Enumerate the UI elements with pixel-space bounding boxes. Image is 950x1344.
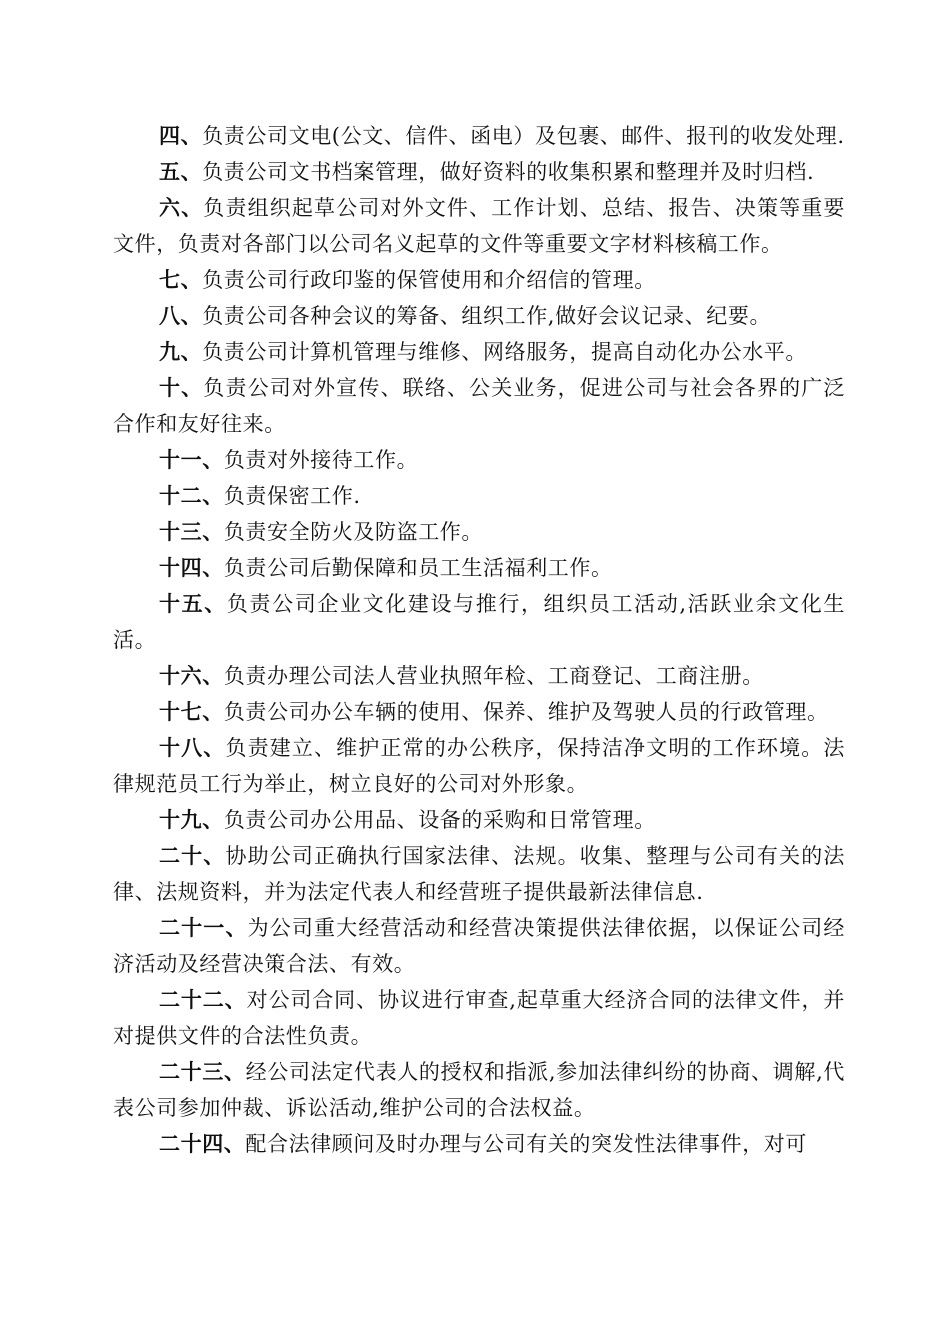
paragraph-19 (113, 802, 845, 838)
item-text: 负责公司企业文化建设与推行，组织员工活动,活跃业余文化生活。 (113, 592, 845, 652)
item-text: 负责公司计算机管理与维修、网络服务，提高自动化办公水平。 (202, 340, 808, 364)
item-number: 十六、 (159, 663, 224, 688)
item-number: 八、 (159, 303, 203, 328)
item-text: 负责组织起草公司对外文件、工作计划、总结、报告、决策等重要文件，负责对各部门以公司名义起草的文件等重要文字材料核稿工作。 (113, 196, 845, 256)
item-text: 负责建立、维护正常的办公秩序，保持洁净文明的工作环境。法律规范员工行为举止，树立良好的公司对外形象。 (113, 736, 845, 796)
paragraph-8 (113, 298, 845, 334)
item-number: 二十三、 (159, 1059, 246, 1084)
item-text: 为公司重大经营活动和经营决策提供法律依据，以保证公司经济活动及经营决策合法、有效。 (113, 916, 845, 976)
document-body (113, 118, 845, 1162)
item-number: 二十二、 (159, 987, 247, 1012)
item-text: 负责公司行政印鉴的保管使用和介绍信的管理。 (202, 268, 656, 292)
paragraph-21 (113, 910, 845, 982)
paragraph-9 (113, 334, 845, 370)
paragraph-22 (113, 982, 845, 1054)
item-text: 对公司合同、协议进行审查,起草重大经济合同的法律文件，并对提供文件的合法性负责。 (113, 988, 845, 1048)
item-number: 十三、 (159, 519, 224, 544)
item-text: 经公司法定代表人的授权和指派,参加法律纠纷的协商、调解,代表公司参加仲裁、诉讼活动,维护公司的合法权益。 (113, 1060, 846, 1120)
paragraph-17 (113, 694, 845, 730)
item-text: 负责公司后勤保障和员工生活福利工作。 (223, 556, 613, 580)
paragraph-5 (113, 154, 845, 190)
item-text: 负责公司文电(公文、信件、函电）及包裹、邮件、报刊的收发处理. (202, 124, 845, 148)
paragraph-14 (113, 550, 845, 586)
item-number: 十一、 (159, 447, 224, 472)
item-number: 七、 (159, 267, 203, 292)
item-text: 负责对外接待工作。 (223, 448, 419, 472)
item-number: 十七、 (159, 699, 224, 724)
paragraph-13 (113, 514, 845, 550)
paragraph-12 (113, 478, 845, 514)
item-text: 负责安全防火及防盗工作。 (223, 520, 484, 544)
item-number: 二十一、 (159, 915, 248, 940)
item-text: 负责公司办公用品、设备的采购和日常管理。 (223, 808, 656, 832)
item-number: 二十四、 (159, 1131, 246, 1156)
item-text: 负责办理公司法人营业执照年检、工商登记、工商注册。 (223, 664, 764, 688)
item-number: 十、 (159, 375, 204, 400)
paragraph-7 (113, 262, 845, 298)
paragraph-11 (113, 442, 845, 478)
paragraph-18 (113, 730, 845, 802)
paragraph-6 (113, 190, 845, 262)
item-number: 四、 (159, 123, 203, 148)
item-number: 十八、 (159, 735, 226, 760)
item-number: 十五、 (159, 591, 227, 616)
item-text: 负责公司文书档案管理，做好资料的收集积累和整理并及时归档. (202, 160, 815, 184)
paragraph-23 (113, 1054, 845, 1126)
item-number: 九、 (159, 339, 203, 364)
item-text: 负责公司办公车辆的使用、保养、维护及驾驶人员的行政管理。 (223, 700, 829, 724)
item-number: 六、 (159, 195, 204, 220)
paragraph-10 (113, 370, 845, 442)
paragraph-16 (113, 658, 845, 694)
item-number: 五、 (159, 159, 203, 184)
paragraph-4 (113, 118, 845, 154)
item-number: 十九、 (159, 807, 224, 832)
item-number: 十四、 (159, 555, 224, 580)
paragraph-20 (113, 838, 845, 910)
item-text: 配合法律顾问及时办理与公司有关的突发性法律事件，对可 (245, 1132, 808, 1156)
item-text: 协助公司正确执行国家法律、法规。收集、整理与公司有关的法律、法规资料，并为法定代表人和经营班子提供最新法律信息. (113, 844, 845, 904)
item-text: 负责公司各种会议的筹备、组织工作,做好会议记录、纪要。 (202, 304, 772, 328)
item-number: 十二、 (159, 483, 224, 508)
item-text: 负责保密工作. (223, 484, 361, 508)
paragraph-15 (113, 586, 845, 658)
item-number: 二十、 (159, 843, 226, 868)
paragraph-24 (113, 1126, 845, 1162)
item-text: 负责公司对外宣传、联络、公关业务，促进公司与社会各界的广泛合作和友好往来。 (113, 376, 845, 436)
